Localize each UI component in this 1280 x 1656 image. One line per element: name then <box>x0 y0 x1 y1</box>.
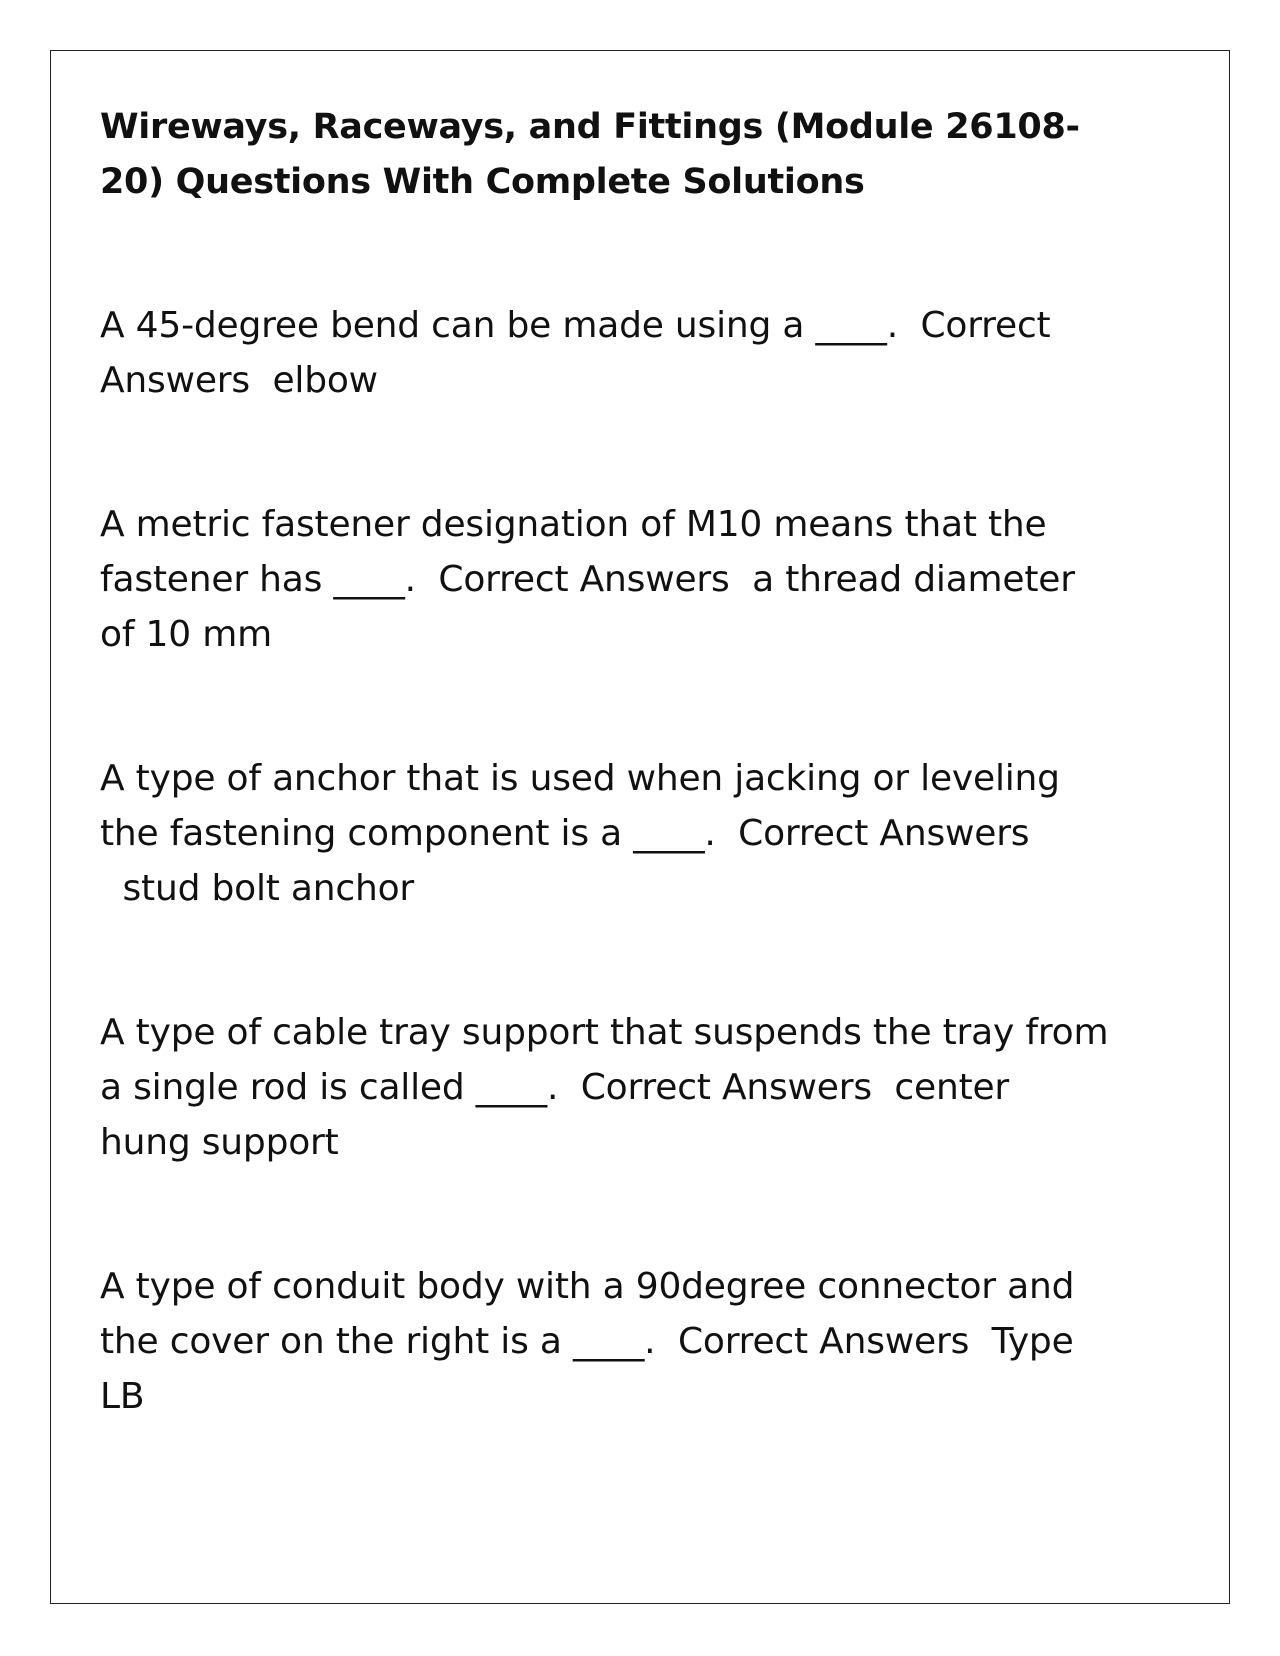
answer-text: center hung support <box>100 1067 1010 1163</box>
question-text: A type of cable tray support that suspends the tray from a single rod is called ____. <box>100 1012 1109 1108</box>
answer-label: Correct Answers <box>738 813 1030 854</box>
question-text: A type of conduit body with a 90degree connector and the cover on the right is a ____. <box>100 1266 1075 1362</box>
answer-label: Correct Answers <box>677 1321 970 1362</box>
qa-item <box>100 298 1110 408</box>
qa-list <box>100 298 1110 1424</box>
answer-label: Correct Answers <box>438 559 730 600</box>
document-body <box>100 100 1110 1513</box>
qa-item <box>100 751 1110 916</box>
qa-item <box>100 1259 1110 1424</box>
answer-text: a thread diameter of 10 mm <box>100 559 1075 655</box>
answer-text: stud bolt anchor <box>122 868 415 909</box>
answer-label: Correct Answers <box>580 1067 872 1108</box>
document-title: Wireways, Raceways, and Fittings (Module 26108-20) Questions With Complete Solutions <box>100 107 1080 202</box>
answer-label: Correct Answers <box>100 305 1051 401</box>
answer-text: elbow <box>272 360 378 401</box>
answer-text: Type LB <box>100 1321 1074 1417</box>
question-text: A type of anchor that is used when jacking or leveling the fastening component is a ____. <box>100 758 1060 854</box>
qa-item <box>100 1005 1110 1170</box>
question-text: A 45-degree bend can be made using a ____. <box>100 305 898 346</box>
question-text: A metric fastener designation of M10 means that the fastener has ____. <box>100 504 1047 600</box>
qa-item <box>100 497 1110 662</box>
